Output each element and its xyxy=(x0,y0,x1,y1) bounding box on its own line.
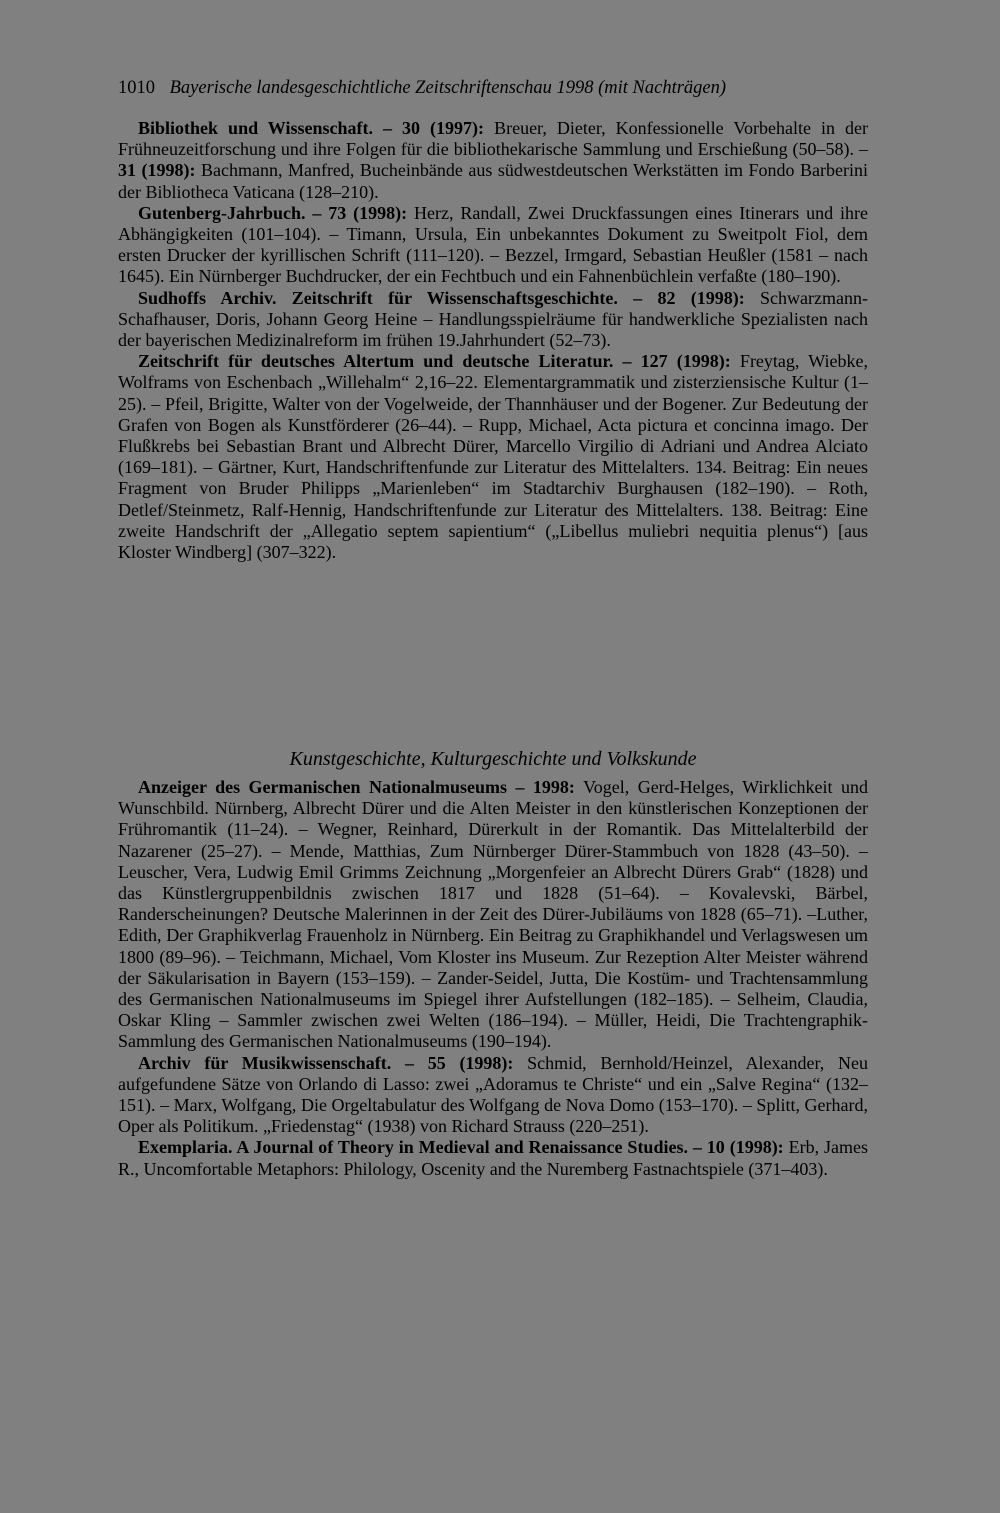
entry-bibliothek-und-wissenschaft: Bibliothek und Wissenschaft. – 30 (1997): Breuer, Dieter, Konfessionelle Vorbehalte in der Frühneuzeitforschung und ihre Folgen für die bibliothekarische Sammlung und Erschießung (50–58). – 31 (1998): Bachmann, Manfred, Bucheinbände aus südwestdeutschen Werkstätten im Fondo Barberini der Bibliotheca Vaticana (128–210). xyxy=(118,118,868,202)
entry-sudhoffs-archiv: Sudhoffs Archiv. Zeitschrift für Wissenschaftsgeschichte. – 82 (1998): Schwarzmann-Schafhauser, Doris, Johann Georg Heine – Handlungsspielräume für handwerkliche Spezialisten nach der bayerischen Medizinalreform im frühen 19.Jahrhundert (52–73). xyxy=(118,287,868,351)
running-title: Bayerische landesgeschichtliche Zeitschriftenschau 1998 (mit Nachträgen) xyxy=(169,78,727,98)
entry-archiv-fuer-musikwissenschaft: Archiv für Musikwissenschaft. – 55 (1998): Schmid, Bernhold/Heinzel, Alexander, Neu aufgefundene Sätze von Orlando di Lasso: zwei „Adoramus te Christe“ und ein „Salve Regina“ (132–151). – Marx, Wolfgang, Die Orgeltabulatur des Wolfgang de Nova Domo (153–170). – Splitt, Gerhard, Oper als Politikum. „Friedenstag“ (1938) von Richard Strauss (220–251). xyxy=(118,1052,868,1137)
entry-gutenberg-jahrbuch: Gutenberg-Jahrbuch. – 73 (1998): Herz, Randall, Zwei Druckfassungen eines Itinerars und ihre Abhängigkeiten (101–104). – Timann, Ursula, Ein unbekanntes Dokument zu Sweitpolt Fiol, dem ersten Drucker der kyrillischen Schrift (111–120). – Bezzel, Irmgard, Sebastian Heußler (1581 – nach 1645). Ein Nürnberger Buchdrucker, der ein Fechtbuch und ein Fahnenbüchlein verfaßte (180–190). xyxy=(118,202,869,287)
entry-zeitschrift-fuer-deutsches-altertum: Zeitschrift für deutsches Altertum und deutsche Literatur. – 127 (1998): Freytag, Wiebke, Wolframs von Eschenbach „Willehalm“ 2,16–22. Elementargrammatik und zisterziensische Kultur (1–25). – Pfeil, Brigitte, Walter von der Vogelweide, der Thannhäuser und der Bogener. Zur Bedeutung der Grafen von Bogen als Kunstförderer (26–44). – Rupp, Michael, Acta pictura et concinna imago. Der Flußkrebs bei Sebastian Brant und Albrecht Dürer, Marcello Virgilio di Adriani und Andrea Alciato (169–181). – Gärtner, Kurt, Handschriftenfunde zur Literatur des Mittelalters. 134. Beitrag: Ein neues Fragment von Bruder Philipps „Marienleben“ im Stadtarchiv Burghausen (182–190). – Roth, Detlef/Steinmetz, Ralf-Hennig, Handschriftenfunde zur Literatur des Mittelalters. 138. Beitrag: Eine zweite Handschrift der „Allegatio septem sapientium“ („Libellus muliebri nequitia plenus“) [aus Kloster Windberg] (307–322). xyxy=(118,351,868,563)
section-heading: Kunstgeschichte, Kulturgeschichte und Volkskunde xyxy=(289,748,697,770)
entry-exemplaria: Exemplaria. A Journal of Theory in Medieval and Renaissance Studies. – 10 (1998): Erb, James R., Uncomfortable Metaphors: Philology, Oscenity and the Nuremberg Fastnachtspiele (371–403). xyxy=(118,1137,868,1179)
page-number: 1010 xyxy=(118,78,155,98)
bibliography-section-2 xyxy=(118,777,868,1180)
page-header xyxy=(118,78,868,99)
bibliography-section-1 xyxy=(118,118,868,563)
entry-anzeiger-germanisches-nationalmuseum: Anzeiger des Germanischen Nationalmuseums – 1998: Vogel, Gerd-Helges, Wirklichkeit und Wunschbild. Nürnberg, Albrecht Dürer und die Alten Meister in den künstlerischen Konzeptionen der Frühromantik (11–24). – Wegner, Reinhard, Dürerkult in der Romantik. Das Mittelalterbild der Nazarener (25–27). – Mende, Matthias, Zum Nürnberger Dürer-Stammbuch von 1828 (43–50). – Leuscher, Vera, Ludwig Emil Grimms Zeichnung „Morgenfeier an Albrecht Dürers Grab“ (1828) und das Künstlergruppenbildnis zwischen 1817 und 1828 (51–64). – Kovalevski, Bärbel, Randerscheinungen? Deutsche Malerinnen in der Zeit des Dürer-Jubiläums von 1828 (65–71). –Luther, Edith, Der Graphikverlag Frauenholz in Nürnberg. Ein Beitrag zu Graphikhandel und Verlagswesen um 1800 (89–96). – Teichmann, Michael, Vom Kloster ins Museum. Zur Rezeption Alter Meister während der Säkularisation in Bayern (153–159). – Zander-Seidel, Jutta, Die Kostüm- und Trachtensammlung des Germanischen Nationalmuseums im Spiegel ihrer Aufstellungen (182–185). – Selheim, Claudia, Oskar Kling – Sammler zwischen zwei Welten (186–194). – Müller, Heidi, Die Trachtengraphik-Sammlung des Germanischen Nationalmuseums (190–194). xyxy=(118,777,868,1052)
